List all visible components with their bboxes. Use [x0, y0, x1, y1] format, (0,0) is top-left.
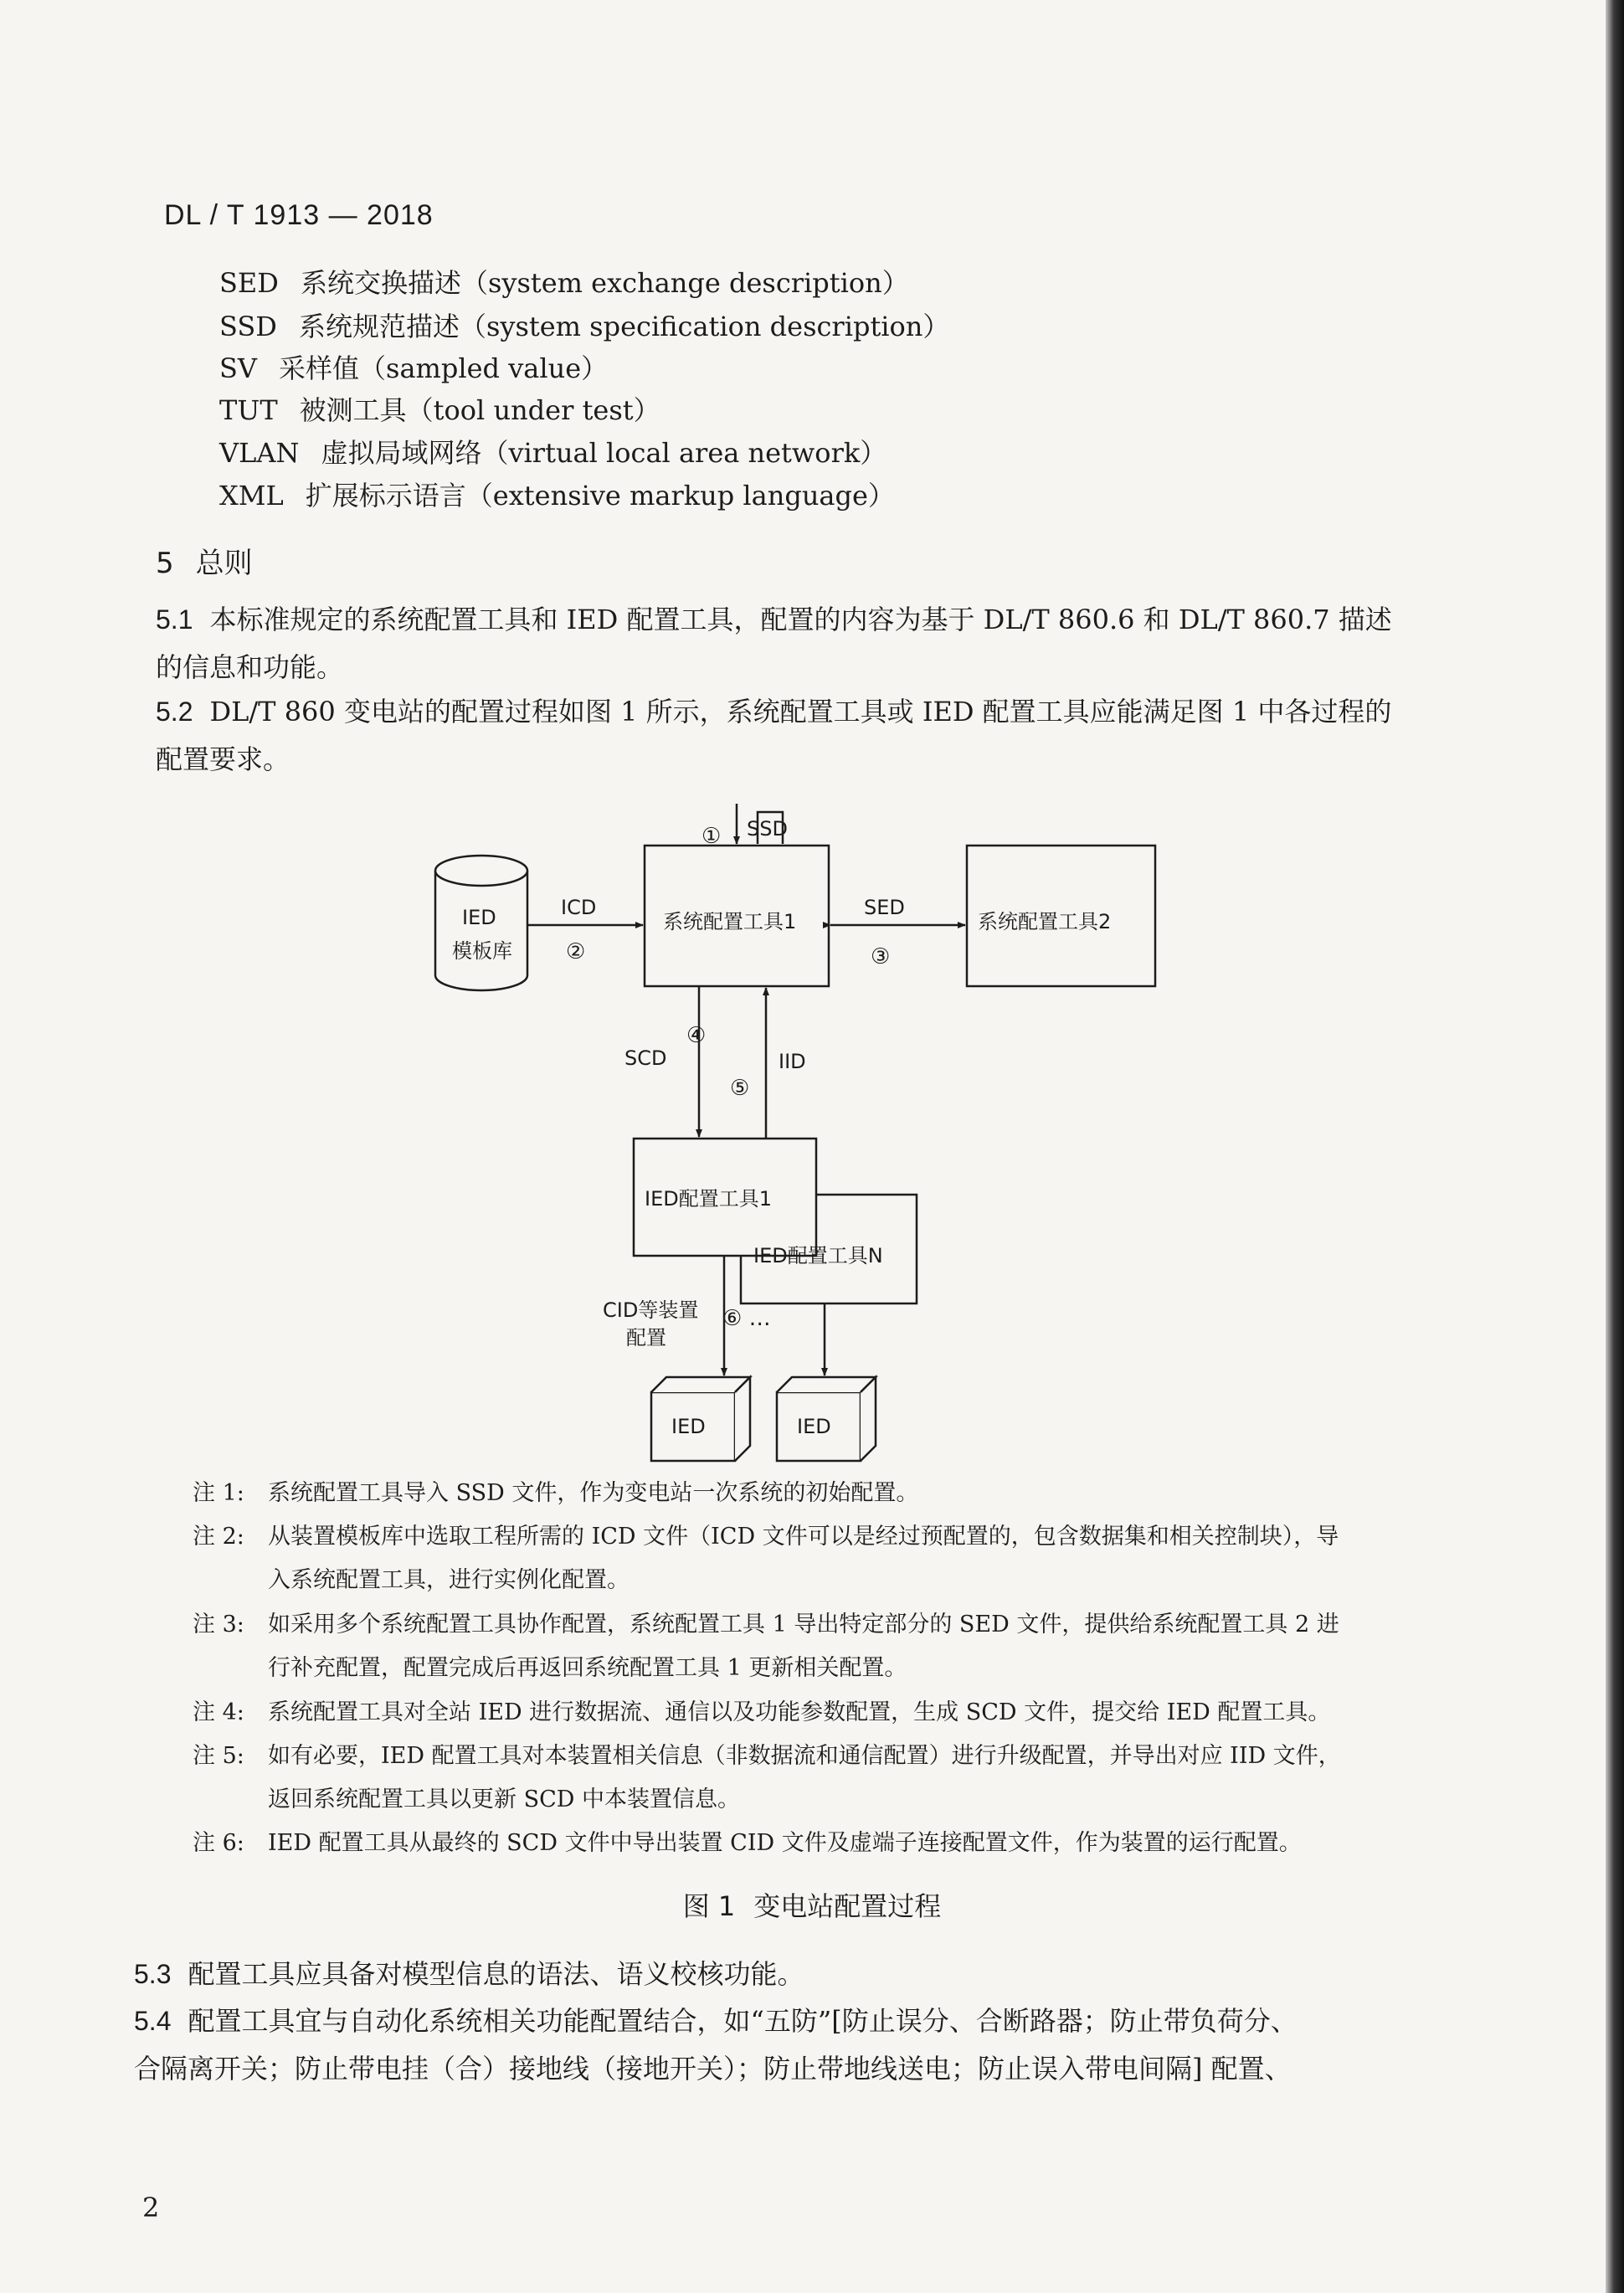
abbr-text: 系统规范描述（system specification description） [298, 311, 950, 342]
abbr-item [219, 306, 949, 344]
note-line: 从装置模板库中选取工程所需的 ICD 文件（ICD 文件可以是经过预配置的，包含数据集和相关控制块），导 [268, 1524, 1339, 1550]
step-5-marker: ⑤ [730, 1076, 750, 1101]
figure-note [193, 1691, 1423, 1735]
ied-cube-2-top [777, 1377, 876, 1392]
step-4-marker: ④ [686, 1023, 707, 1048]
abbr-item [219, 347, 608, 386]
figure-note [193, 1603, 1423, 1690]
step-1-marker: ① [702, 824, 722, 849]
ied-tool-1-label: IED配置工具1 [645, 1187, 772, 1211]
db-top [435, 856, 527, 886]
clause-number: 5.2 [156, 697, 193, 727]
abbr-code: SED [219, 267, 279, 299]
figure-number: 图 1 [682, 1890, 736, 1922]
cid-label: CID等装置 [603, 1298, 699, 1322]
abbr-text: 被测工具（tool under test） [299, 394, 660, 426]
note-label: 注 2: [193, 1524, 244, 1550]
note-line: IED 配置工具从最终的 SCD 文件中导出装置 CID 文件及虚端子连接配置文件，作为装置的运行配置。 [268, 1830, 1302, 1856]
db-label: 模板库 [452, 939, 512, 963]
figure-note [193, 1735, 1423, 1822]
figure-note [193, 1822, 1423, 1865]
abbr-code: SV [219, 352, 258, 384]
abbr-text: 系统交换描述（system exchange description） [300, 267, 909, 299]
abbr-text: 虚拟局域网络（virtual local area network） [321, 437, 887, 469]
icd-label: ICD [561, 896, 597, 919]
paragraph-5-4 [134, 1997, 1440, 2093]
note-line: 系统配置工具导入 SSD 文件，作为变电站一次系统的初始配置。 [268, 1480, 919, 1506]
paragraph-5-1 [156, 596, 1436, 691]
step-2-marker: ② [566, 939, 586, 964]
scan-edge [1606, 0, 1624, 2293]
note-label: 注 5: [193, 1743, 244, 1769]
ied-tool-n-label: IED配置工具N [753, 1244, 883, 1267]
paragraph-5-2 [156, 688, 1436, 784]
cid-label: 配置 [626, 1326, 666, 1350]
figure-title: 变电站配置过程 [753, 1890, 942, 1922]
paragraph-line: 合隔离开关；防止带电挂（合）接地线（接地开关）；防止带地线送电；防止误入带电间隔] 配置、 [134, 2053, 1292, 2085]
iid-label: IID [779, 1050, 806, 1073]
ied-device-label: IED [797, 1415, 831, 1438]
db-cylinder [435, 871, 527, 990]
abbr-item [219, 475, 895, 513]
sys-tool-2-label: 系统配置工具2 [978, 910, 1112, 933]
step-3-marker: ③ [871, 944, 891, 969]
abbr-item [219, 389, 660, 428]
clause-number: 5.4 [134, 2006, 172, 2036]
ied-cube-1-side [735, 1377, 750, 1461]
paragraph-line: 的信息和功能。 [156, 651, 344, 683]
scd-label: SCD [624, 1046, 667, 1070]
figure-note [193, 1472, 1423, 1515]
note-line: 入系统配置工具，进行实例化配置。 [268, 1567, 630, 1593]
ssd-label: SSD [747, 817, 788, 841]
section-title: 总则 [195, 547, 253, 580]
figure-caption [0, 1885, 1624, 1924]
note-label: 注 3: [193, 1612, 244, 1637]
note-label: 注 1: [193, 1480, 244, 1506]
note-label: 注 6: [193, 1830, 244, 1856]
db-label: IED [462, 906, 496, 929]
note-label: 注 4: [193, 1699, 244, 1725]
paragraph-line: 配置工具宜与自动化系统相关功能配置结合，如“五防”[防止误分、合断路器；防止带负荷分、 [188, 2005, 1298, 2037]
abbr-item [219, 432, 887, 470]
abbr-text: 扩展标示语言（extensive markup language） [305, 480, 895, 512]
abbr-item [219, 262, 909, 301]
abbr-code: VLAN [219, 437, 300, 469]
ied-cube-1-top [651, 1377, 750, 1392]
configuration-flow-diagram [402, 804, 1222, 1473]
abbr-code: XML [219, 480, 284, 512]
paragraph-line: 配置工具应具备对模型信息的语法、语义校核功能。 [188, 1958, 804, 1990]
note-line: 行补充配置，配置完成后再返回系统配置工具 1 更新相关配置。 [268, 1655, 907, 1681]
step-6-marker: ⑥ … [722, 1306, 771, 1331]
standard-header: DL / T 1913 — 2018 [164, 199, 434, 231]
note-line: 如有必要，IED 配置工具对本装置相关信息（非数据流和通信配置）进行升级配置，并导出对应 IID 文件， [268, 1743, 1341, 1769]
paragraph-line: 本标准规定的系统配置工具和 IED 配置工具，配置的内容为基于 DL/T 860.6 和 DL/T 860.7 描述 [209, 604, 1392, 635]
ied-device-label: IED [671, 1415, 706, 1438]
sed-label: SED [864, 896, 905, 919]
abbr-code: TUT [219, 394, 278, 426]
abbr-text: 采样值（sampled value） [279, 352, 609, 384]
page-number: 2 [142, 2192, 160, 2224]
section-heading [156, 540, 253, 581]
note-line: 返回系统配置工具以更新 SCD 中本装置信息。 [268, 1787, 740, 1812]
sys-tool-1-label: 系统配置工具1 [663, 910, 797, 933]
paragraph-5-3 [134, 1951, 1440, 1998]
paragraph-line: 配置要求。 [156, 743, 290, 775]
section-number: 5 [156, 547, 174, 580]
figure-note [193, 1515, 1423, 1602]
paragraph-line: DL/T 860 变电站的配置过程如图 1 所示，系统配置工具或 IED 配置工具应能满足图 1 中各过程的 [209, 696, 1392, 727]
note-line: 如采用多个系统配置工具协作配置，系统配置工具 1 导出特定部分的 SED 文件，提供给系统配置工具 2 进 [268, 1612, 1339, 1637]
clause-number: 5.1 [156, 604, 193, 635]
diagram-shapes [402, 804, 1222, 1473]
ied-cube-2-side [861, 1377, 876, 1461]
clause-number: 5.3 [134, 1959, 172, 1989]
abbr-code: SSD [219, 311, 277, 342]
note-line: 系统配置工具对全站 IED 进行数据流、通信以及功能参数配置，生成 SCD 文件，提交给 IED 配置工具。 [268, 1699, 1331, 1725]
